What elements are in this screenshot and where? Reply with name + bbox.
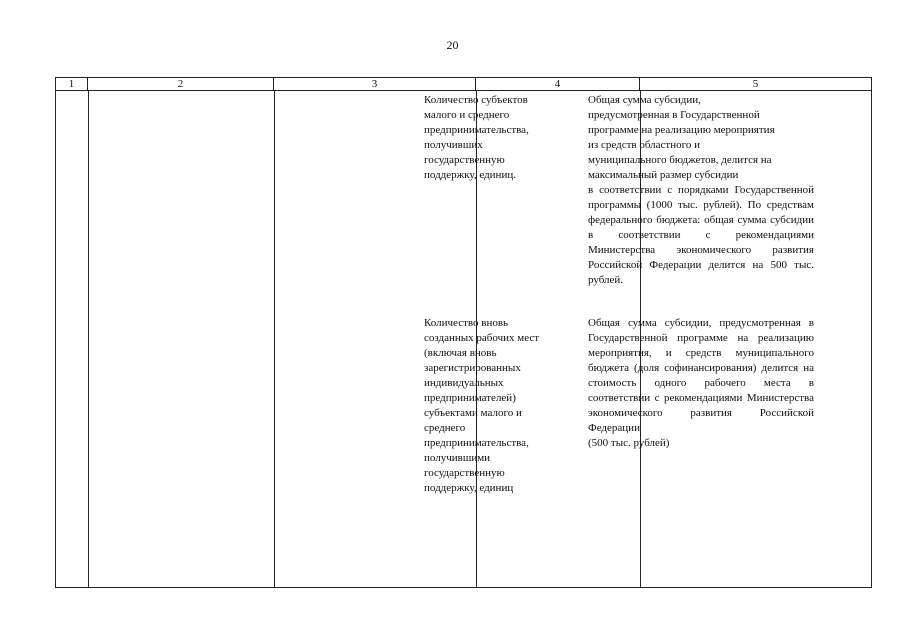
header-cell-4: 4 xyxy=(476,78,640,91)
column-divider xyxy=(274,91,275,587)
page-number: 20 xyxy=(446,38,459,52)
row1-col4-text: Количество субъектов малого и среднего предпринимательства, получивших государственную поддержку, единиц. xyxy=(424,94,529,181)
row1-col5-text: Общая сумма субсидии, предусмотренная в Государственной программе на реализацию мероприятия из средств областного и муниципального бюджетов, делится на максимальный размер субсидии в соответствии с порядками Государственной программы (1000 тыс. рублей). По средствам федерального бюджета: общая сумма субсидии в соответствии с рекомендациями Министерства экономического развития Российской Федерации делится на 500 тыс. рублей. xyxy=(588,94,814,286)
header-cell-2: 2 xyxy=(88,78,274,91)
table-header-row xyxy=(56,78,871,91)
row2-col5-text: Общая сумма субсидии, предусмотренная в Государственной программе на реализацию мероприятия, и средств муниципального бюджета (доля софинансирования) делится на стоимость одного рабочего места в соответствии с рекомендациями Министерства экономического развития Российской Федерации (500 тыс. рублей) xyxy=(588,317,814,449)
row2-col4-text: Количество вновь созданных рабочих мест (включая вновь зарегистрированных индивидуальных предпринимателей) субъектами малого и среднего предпринимательства, получившими государственную поддержку, единиц xyxy=(424,317,540,494)
column-divider xyxy=(88,91,89,587)
header-cell-3: 3 xyxy=(274,78,476,91)
header-cell-5: 5 xyxy=(752,78,759,90)
header-cell-1: 1 xyxy=(56,78,88,91)
